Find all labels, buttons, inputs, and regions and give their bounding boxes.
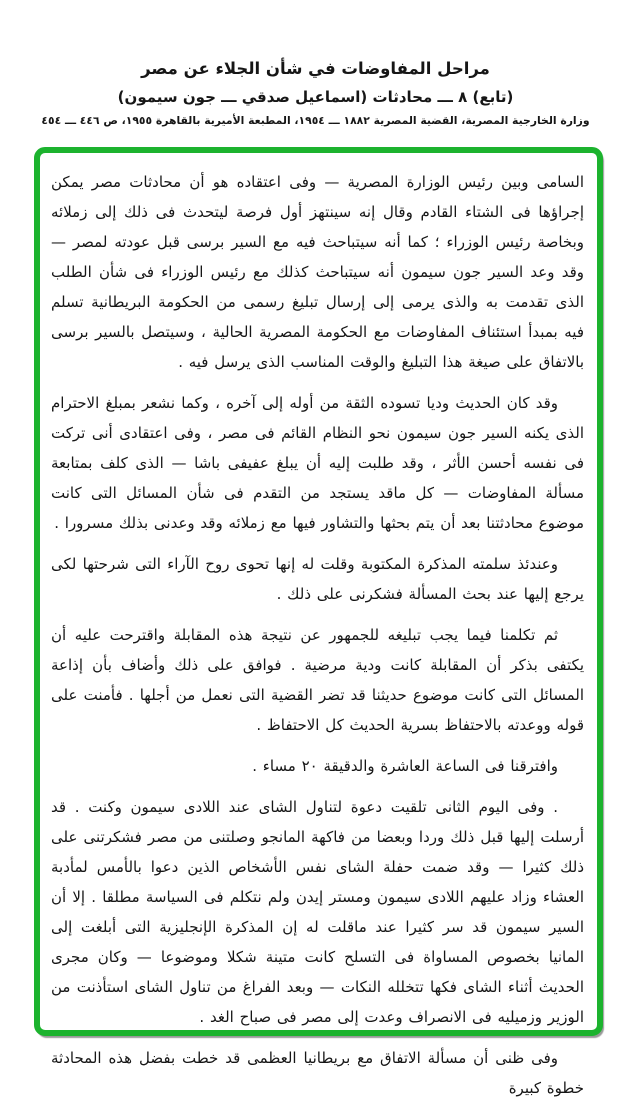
highlight-box <box>34 147 603 1097</box>
body-paragraph: . وفى اليوم الثانى تلقيت دعوة لتناول الشاى عند اللادى سيمون وكنت . قد أرسلت إليها قبل ذلك وردا وبعضا من فاكهة المانجو وصلتنى من مصر فشكرتنى على ذلك كثيرا — وقد ضمت حفلة الشاى نفس الأشخاص الذين دعوا بالأمس لمأدبة العشاء وزاد عليهم اللادى سيمون ومستر إيدن ولم نتكلم فى السياسة مطلقا . إلا أن السير سيمون قد سر كثيرا عند ماقلت له إن المذكرة الإنجليزية التى أبلغت إلى المانيا بخصوص المساواة فى التسلح كانت متينة شكلا وموضوعا — وكان مجرى الحديث أثناء الشاى فكها تتخلله النكات — وبعد الفراغ من تناول الشاى استأذنت من الوزير وزميليه فى الانصراف وعدت إلى مصر فى صباح الغد . <box>51 798 584 1026</box>
body-paragraph: وقد كان الحديث وديا تسوده الثقة من أوله إلى آخره ، وكما نشعر بمبلغ الاحترام الذى يكنه السير جون سيمون نحو النظام القائم فى مصر ، وفى اعتقادى أنى تركت فى نفسه أحسن الأثر ، وقد طلبت إليه أن يبلغ عفيفى باشا — الذى كلف بمتابعة مسألة المفاوضات — كل ماقد يستجد من التقدم فى شأن المسائل التى كانت موضوع محادثتنا بعد أن يتم بحثها والتشاور فيها مع زملائه وقد وعدنى بذلك مسرورا . <box>51 394 584 532</box>
body-paragraph: السامى وبين رئيس الوزارة المصرية — وفى اعتقاده هو أن محادثات مصر يمكن إجراؤها فى الشتاء القادم وقال إنه سينتهز أول فرصة ليتحدث فى ذلك إلى زملائه وبخاصة رئيس الوزراء ؛ كما أنه سيتباحث فيه مع السير برسى قبل عودته لمصر — وقد وعد السير جون سيمون أنه سيتباحث كذلك مع رئيس الوزراء فى شأن الطلب الذى تقدمت به والذى يرمى إلى إرسال تبليغ رسمى من الحكومة البريطانية تسلم فيه بمبدأ استئناف المفاوضات مع الحكومة المصرية الحالية ، وسيتصل بالسير برسى بالاتفاق على صيغة هذا التبليغ والوقت المناسب الذى يرسل فيه . <box>51 173 584 371</box>
body-paragraph: ثم تكلمنا فيما يجب تبليغه للجمهور عن نتيجة هذه المقابلة واقترحت عليه أن يكتفى بذكر أن المقابلة كانت ودية مرضية . فوافق على ذلك وأضاف بأن إذاعة المسائل التى كانت موضوع حديثنا قد تضر القضية التى نعمل من أجلها . فأمنت على قوله ووعدته بالاحتفاظ بسرية الحديث كل الاحتفاظ . <box>51 626 584 734</box>
page-title: مراحل المفاوضات في شأن الجلاء عن مصر <box>141 59 490 78</box>
body-paragraph: وعندئذ سلمته المذكرة المكتوبة وقلت له إنها تحوى روح الآراء التى شرحتها لكى يرجع إليها عند بحث المسألة فشكرنى على ذلك . <box>51 555 584 603</box>
document-header <box>0 58 631 128</box>
body-paragraph: وافترقنا فى الساعة العاشرة والدقيقة ٢٠ مساء . <box>252 757 558 775</box>
document-body-text <box>40 153 597 1097</box>
body-paragraph: وفى ظنى أن مسألة الاتفاق مع بريطانيا العظمى قد خطت بفضل هذه المحادثة خطوة كبيرة <box>51 1049 584 1097</box>
page-subtitle: (تابع) ٨ ـــ محادثات (اسماعيل صدقي ـــ جون سيمون) <box>117 88 514 106</box>
source-citation: وزارة الخارجية المصرية، القضية المصرية ١٨٨٢ ـــ ١٩٥٤، المطبعة الأميرية بالقاهرة ١٩٥٥، ص ٤٤٦ ـــ ٤٥٤ <box>41 114 590 127</box>
